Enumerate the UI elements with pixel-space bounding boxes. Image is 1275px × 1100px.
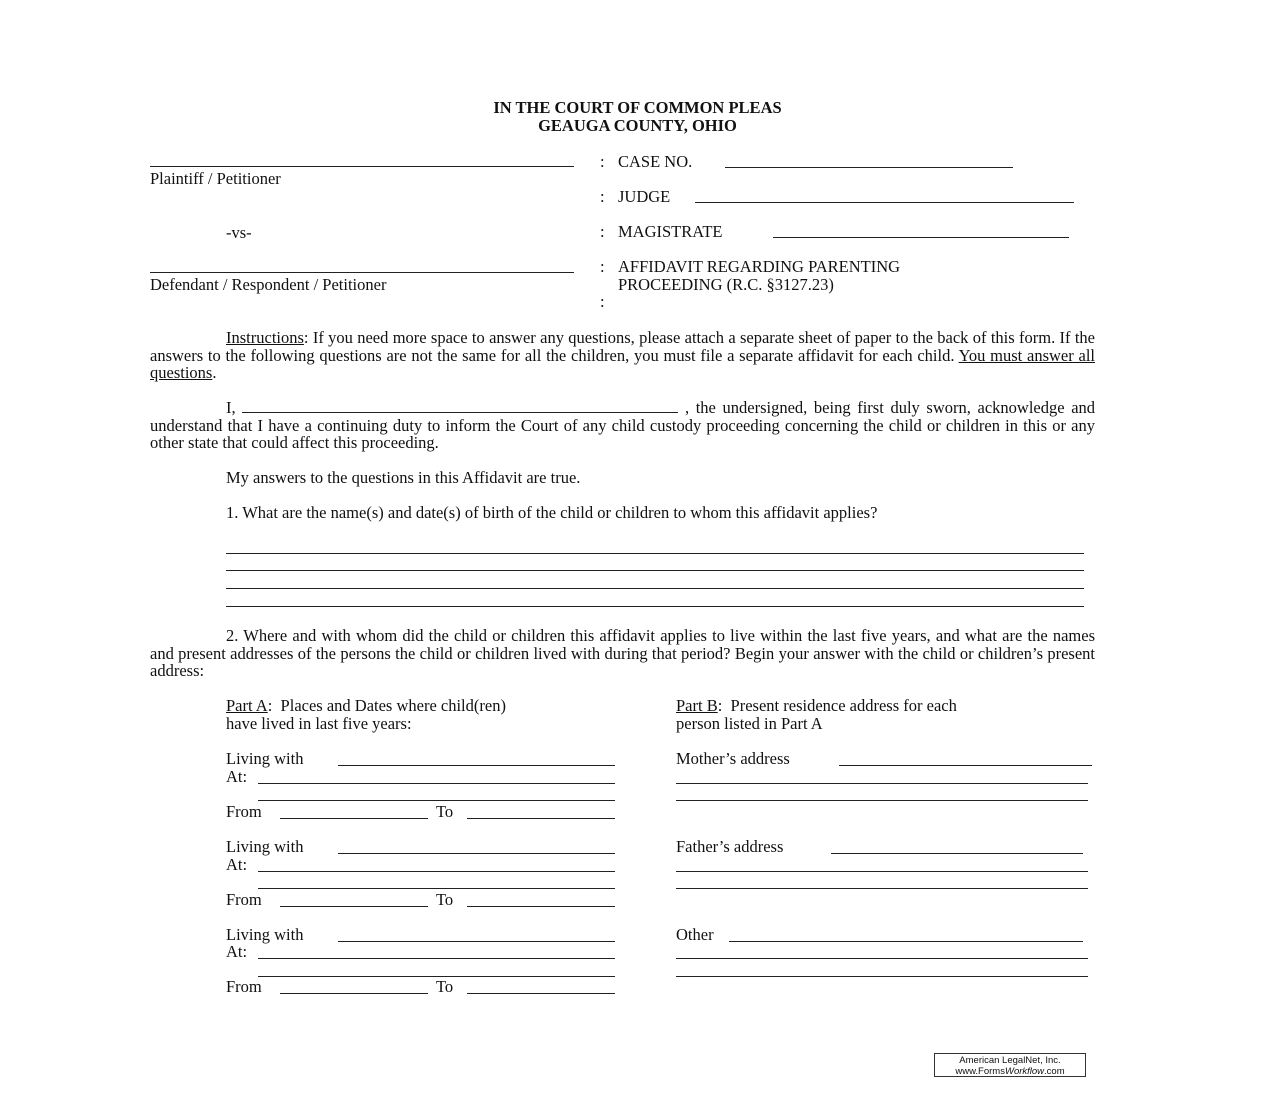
at-line[interactable] [258,958,615,959]
part-b-heading [676,697,957,715]
form-title-line1: AFFIDAVIT REGARDING PARENTING [618,257,901,276]
answer-1-line[interactable] [226,606,1084,607]
living-with-line[interactable] [338,765,615,766]
case-number-label: CASE NO. [618,152,693,171]
father-address-label: Father’s address [676,837,784,856]
other-address-line[interactable] [676,976,1088,977]
from-line[interactable] [280,906,428,907]
answer-1-line[interactable] [226,553,1084,554]
oath-paragraph [150,399,1095,452]
magistrate-line[interactable] [773,237,1069,238]
instructions-paragraph [150,329,1095,382]
other-address-line[interactable] [729,941,1083,942]
plaintiff-name-line[interactable] [150,166,574,167]
instructions-text: : If you need more space to answer any questions, please attach a separate sheet of paper to the back of this form. If the answers to the following questions are not the same for all the children, you must file a separate affidavit for each child. [150,328,1095,365]
part-a-heading [226,697,506,715]
website-prefix: www.Forms [955,1066,1005,1077]
court-name: IN THE COURT OF COMMON PLEAS [493,98,782,117]
from-label: From [226,802,262,821]
oath-text: , the undersigned, being first duly sworn, acknowledge and understand that I have a continuing duty to inform the Court of any child custody proceeding concerning the child or children in this or any other state that could affect this proceeding. [150,398,1096,452]
mother-address-label: Mother’s address [676,749,790,768]
answer-1-line[interactable] [226,570,1084,571]
at-line[interactable] [258,783,615,784]
instructions-emphasis: You must answer all questions [150,345,1096,382]
living-with-label: Living with [226,925,304,944]
part-a-heading-line2: have lived in last five years: [226,714,412,733]
at-line[interactable] [258,800,615,801]
at-label: At: [226,855,248,874]
living-with-label: Living with [226,749,304,768]
mother-address-line[interactable] [676,800,1088,801]
publisher-badge [934,1053,1086,1077]
defendant-label: Defendant / Respondent / Petitioner [150,275,387,294]
question-1: 1. What are the name(s) and date(s) of birth of the child or children to whom this affidavit applies? [226,503,878,522]
father-address-line[interactable] [676,888,1088,889]
form-title-line2: PROCEEDING (R.C. §3127.23) [618,275,834,294]
at-label: At: [226,942,248,961]
caption-colon: : [600,222,605,241]
case-number-line[interactable] [725,167,1013,168]
question-2: 2. Where and with whom did the child or children this affidavit applies to live within the last five years, and what are the names and present addresses of the persons the child or children lived with during that period? Begin your answer with the child or children’s present address: [150,626,1095,680]
publisher-website [935,1066,1085,1077]
mother-address-line[interactable] [676,783,1088,784]
plaintiff-label: Plaintiff / Petitioner [150,169,281,188]
from-line[interactable] [280,818,428,819]
caption-colon: : [600,257,605,276]
from-label: From [226,890,262,909]
versus-label: -vs- [226,223,252,242]
to-label: To [436,890,454,909]
part-a-label: Part A [226,696,268,715]
other-address-label: Other [676,925,714,944]
magistrate-label: MAGISTRATE [618,222,723,241]
instructions-end: . [212,363,217,382]
at-line[interactable] [258,871,615,872]
answer-1-line[interactable] [226,588,1084,589]
oath-prefix: I, [226,398,236,417]
judge-line[interactable] [695,202,1074,203]
county-name: GEAUGA COUNTY, OHIO [538,116,737,135]
at-line[interactable] [258,888,615,889]
judge-label: JUDGE [618,187,671,206]
part-b-heading-line2: person listed in Part A [676,714,823,733]
at-label: At: [226,767,248,786]
caption-colon: : [600,292,605,311]
living-with-label: Living with [226,837,304,856]
to-line[interactable] [467,906,615,907]
website-italic: Workflow [1004,1066,1045,1077]
caption-colon: : [600,187,605,206]
to-line[interactable] [467,993,615,994]
affiant-name-line[interactable] [242,400,678,413]
living-with-line[interactable] [338,853,615,854]
true-statement: My answers to the questions in this Affidavit are true. [226,468,581,487]
instructions-label: Instructions [226,328,304,347]
part-b-heading-text: : Present residence address for each [717,696,957,715]
to-line[interactable] [467,818,615,819]
from-label: From [226,977,262,996]
living-with-line[interactable] [338,941,615,942]
publisher-name: American LegalNet, Inc. [959,1055,1061,1066]
from-line[interactable] [280,993,428,994]
caption-colon: : [600,152,605,171]
mother-address-line[interactable] [839,765,1092,766]
other-address-line[interactable] [676,958,1088,959]
defendant-name-line[interactable] [150,272,574,273]
to-label: To [436,977,454,996]
to-label: To [436,802,454,821]
part-a-heading-text: : Places and Dates where child(ren) [267,696,506,715]
father-address-line[interactable] [831,853,1083,854]
part-b-label: Part B [676,696,718,715]
website-suffix: .com [1044,1066,1065,1077]
father-address-line[interactable] [676,871,1088,872]
